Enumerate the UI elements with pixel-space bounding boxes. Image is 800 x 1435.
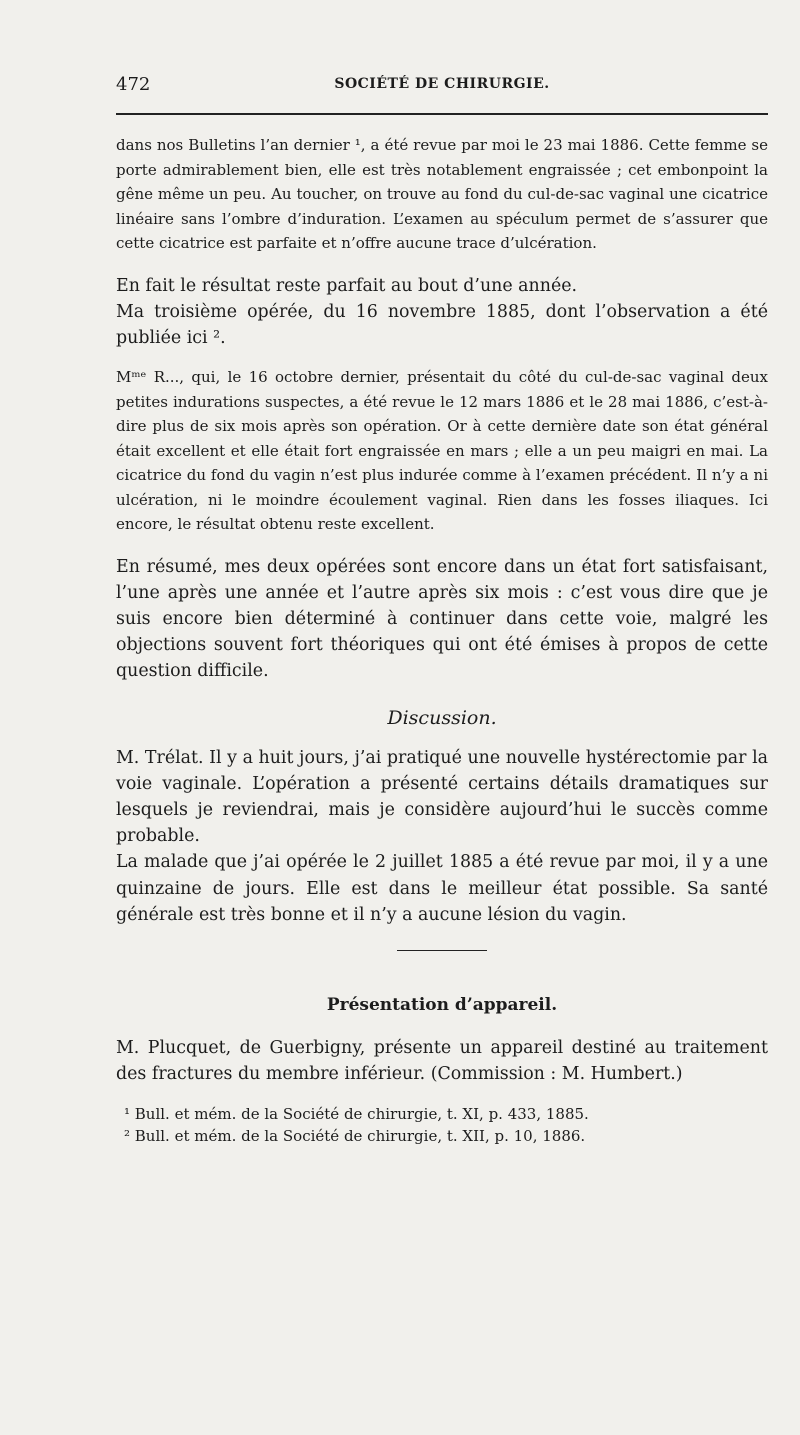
- discussion-paragraph-patient: La malade que j’ai opérée le 2 juillet 1885 a été revue par moi, il y a une quinzaine de jours. Elle est dans le meilleur état possible. Sa santé générale est très bonne et il n’y a aucune lésion du vagin.: [116, 852, 768, 925]
- paragraph-continuation: dans nos Bulletins l’an dernier ¹, a été revue par moi le 23 mai 1886. Cette femme se porte admirablement bien, elle est très notablement engraissée ; cet embonpoint la gêne même un peu. Au toucher, on trouve au fond du cul-de-sac vaginal une cicatrice linéaire sans l’ombre d’induration. L’examen au spéculum permet de s’assurer que cette cicatrice est parfaite et n’offre aucune trace d’ulcération.: [116, 136, 768, 252]
- paragraph-summary: En résumé, mes deux opérées sont encore dans un état fort satisfaisant, l’une après une année et l’autre après six mois : c’est vous dire que je suis encore bien déterminé à continuer dans cette voie, malgré les objections souvent fort théoriques qui ont été émises à propos de cette question difficile.: [116, 556, 768, 682]
- paragraph-third-patient: Ma troisième opérée, du 16 novembre 1885, dont l’observation a été publiée ici ².: [116, 301, 768, 348]
- page-number: 472: [116, 74, 151, 95]
- discussion-title: Discussion.: [387, 706, 497, 729]
- header-rule: [116, 113, 768, 115]
- footnote-2: ² Bull. et mém. de la Société de chirurgie, t. XII, p. 10, 1886.: [124, 1127, 586, 1146]
- paragraph-patient-r: Mᵐᵉ R..., qui, le 16 octobre dernier, présentait du côté du cul-de-sac vaginal deux petites indurations suspectes, a été revue le 12 mars 1886 et le 28 mai 1886, c’est-à-dire plus de six mois après son opération. Or à cette dernière date son état général était excellent et elle était fort engraissée en mars ; elle a un peu maigri en mai. La cicatrice du fond du vagin n’est plus indurée comme à l’examen précédent. Il n’y a ni ulcération, ni le moindre écoulement vaginal. Rien dans les fosses iliaques. Ici encore, le résultat obtenu reste excellent.: [116, 368, 768, 534]
- page-content: [116, 70, 768, 1147]
- footnote-1: ¹ Bull. et mém. de la Société de chirurgie, t. XI, p. 433, 1885.: [124, 1105, 589, 1124]
- presentation-paragraph: M. Plucquet, de Guerbigny, présente un appareil destiné au traitement des fractures du membre inférieur. (Commission : M. Humbert.): [116, 1038, 768, 1085]
- section-divider: [397, 950, 487, 951]
- discussion-paragraph-trelat: M. Trélat. Il y a huit jours, j’ai pratiqué une nouvelle hystérectomie par la voie vaginale. L’opération a présenté certains détails dramatiques sur lesquels je reviendrai, mais je considère aujourd’hui le succès comme probable.: [116, 747, 768, 847]
- footnotes: [116, 1103, 768, 1147]
- running-title: SOCIÉTÉ DE CHIRURGIE.: [334, 76, 550, 92]
- paragraph-result: En fait le résultat reste parfait au bout d’une année.: [116, 275, 578, 296]
- presentation-title: Présentation d’appareil.: [326, 995, 558, 1016]
- page-header: [116, 70, 768, 96]
